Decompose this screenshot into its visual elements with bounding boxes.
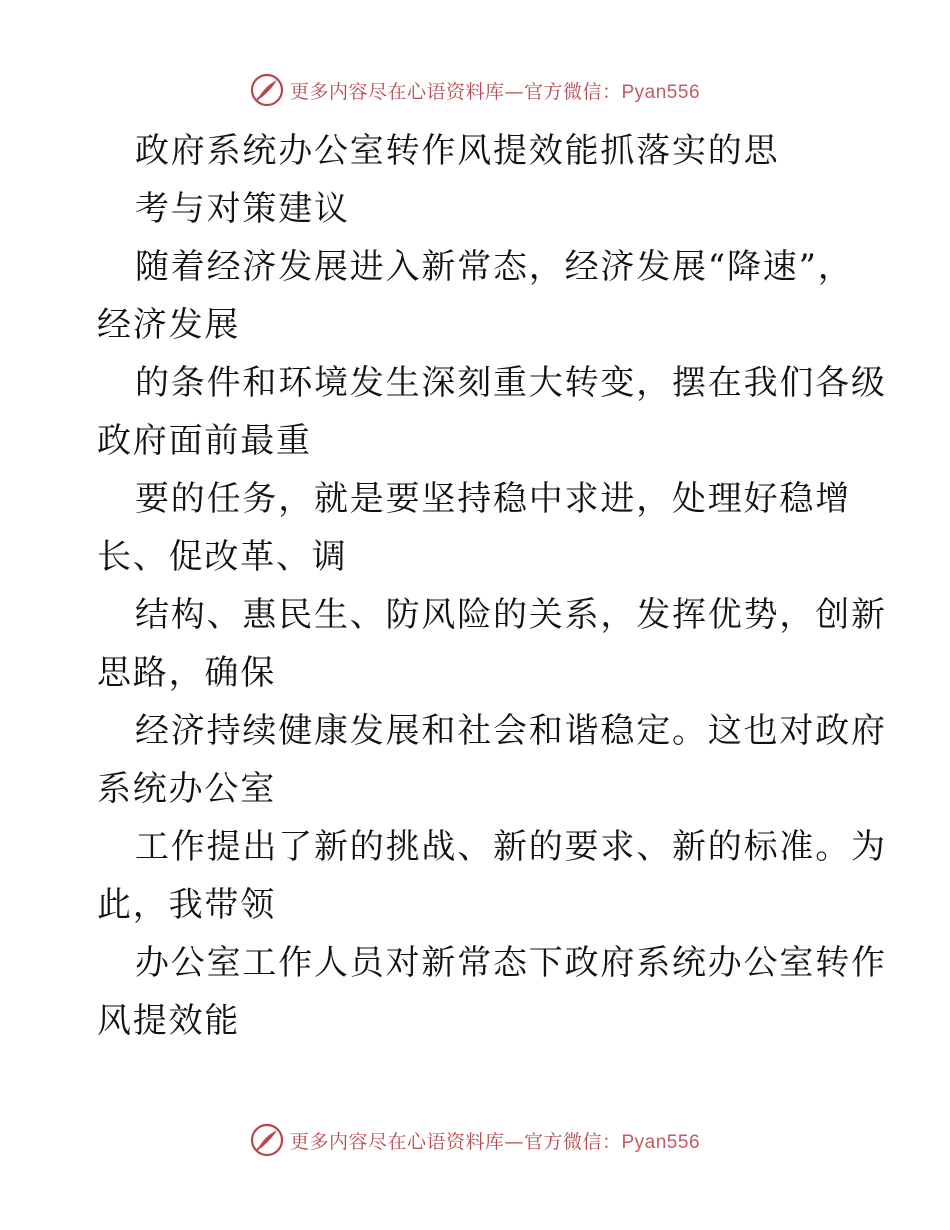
banner-text: [290, 77, 700, 104]
document-line: 的条件和环境发生深刻重大转变，摆在我们各级: [135, 363, 887, 403]
document-line: 风提效能: [97, 1001, 241, 1041]
document-line: 工作提出了新的挑战、新的要求、新的标准。为: [135, 827, 887, 867]
document-line: 随着经济发展进入新常态，经济发展“降速”，: [135, 247, 854, 287]
banner-site-text: 更多内容尽在心语资料库—官方微信：: [289, 80, 622, 103]
document-line: 经济持续健康发展和社会和谐稳定。这也对政府: [135, 711, 887, 751]
quill-seal-icon: [250, 73, 284, 107]
footer-banner: [0, 1120, 950, 1160]
banner-site-text: 更多内容尽在心语资料库—官方微信：: [289, 1130, 622, 1153]
quill-seal-icon: [250, 1123, 284, 1157]
document-line: 经济发展: [97, 305, 241, 345]
document-line: 系统办公室: [97, 769, 276, 809]
document-body: [97, 122, 887, 1050]
banner-text: [290, 1127, 700, 1154]
document-line: 政府系统办公室转作风提效能抓落实的思: [135, 131, 780, 171]
document-line: 政府面前最重: [97, 421, 312, 461]
document-line: 思路，确保: [97, 653, 276, 693]
document-line: 要的任务，就是要坚持稳中求进，处理好稳增: [135, 479, 851, 519]
banner-wechat-id: Pyan556: [621, 81, 701, 103]
document-line: 考与对策建议: [135, 189, 350, 229]
header-banner: [0, 70, 950, 110]
document-line: 长、促改革、调: [97, 537, 348, 577]
document-line: 此，我带领: [97, 885, 276, 925]
document-line: 办公室工作人员对新常态下政府系统办公室转作: [135, 943, 887, 983]
document-line: 结构、惠民生、防风险的关系，发挥优势，创新: [135, 595, 887, 635]
banner-wechat-id: Pyan556: [621, 1131, 701, 1153]
